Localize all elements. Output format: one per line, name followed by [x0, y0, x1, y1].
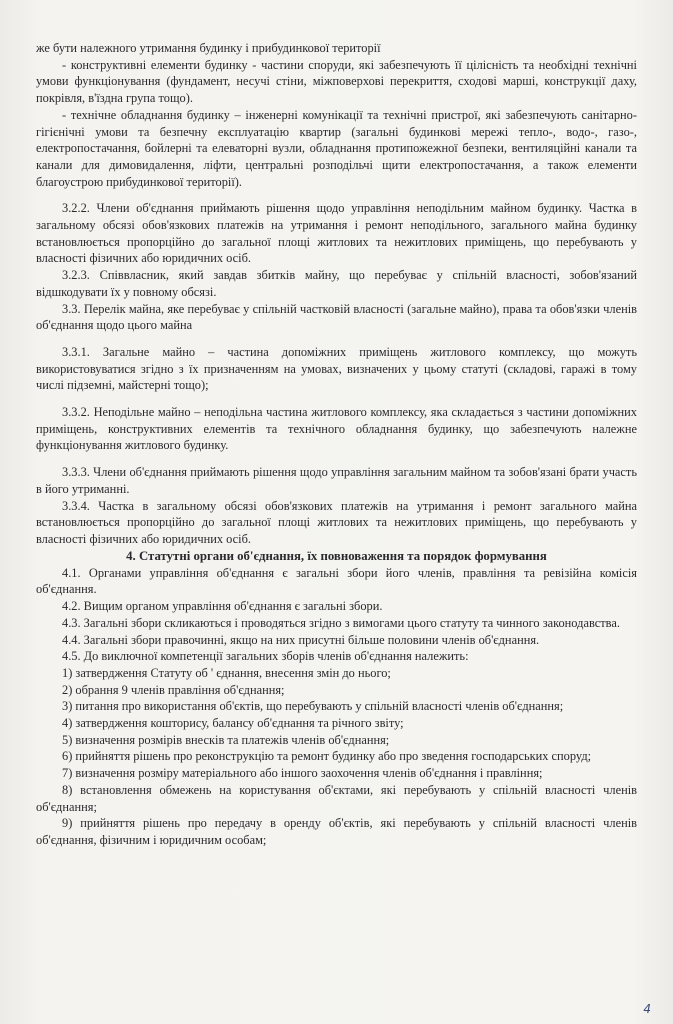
paragraph-technical-equipment: - технічне обладнання будинку – інженерні комунікації та технічні пристрої, які забезпечують санітарно-гігієнічні умови та безпечну експлуатацію квартир (загальні будинкові мережі тепло-, водо-, газо-, електропостачання, бойлерні та елеваторні вузли, обладнання протипожежної безпеки, вентиляційні канали та канали для димовидалення, ліфти, центральні розподільчі щити електропостачання, а також елементи благоустрою прибудинкової території).: [36, 107, 637, 189]
list-item: 5) визначення розмірів внесків та платежів членів об'єднання;: [62, 732, 390, 747]
paragraph-3-2-2: 3.2.2. Члени об'єднання приймають рішення щодо управління неподільним майном будинку. Частка в загальному обсязі обов'язкових платежів на утримання і ремонт неподільного, загального майна будинку встановлюється пропорційно до загальної площі житлових та нежитлових приміщень, що перебувають у власності фізичних або юридичних осіб.: [36, 201, 637, 266]
paragraph-3-2-3: 3.2.3. Співвласник, який завдав збитків майну, що перебуває у спільній власності, зобов'язаний відшкодувати їх у повному обсязі.: [36, 268, 637, 299]
paragraph-3-3-2: 3.3.2. Неподільне майно – неподільна частина житлового комплексу, яка складається з частини допоміжних приміщень, конструктивних елементів та технічного обладнання будинку, що забезпечують належне функціонування житлового будинку.: [36, 405, 637, 453]
list-item: 2) обрання 9 членів правління об'єднання;: [62, 682, 285, 697]
list-item: 9) прийняття рішень про передачу в оренду об'єктів, які перебувають у спільній власності членів об'єднання, фізичним і юридичним особам;: [36, 816, 637, 847]
list-item: 3) питання про використання об'єктів, що перебувають у спільній власності членів об'єднання;: [62, 699, 564, 714]
paragraph-3-3-1: 3.3.1. Загальне майно – частина допоміжних приміщень житлового комплексу, що можуть використовуватися згідно з їх призначенням на умовах, визначених у цьому статуті (складові, гаражі в тому числі підземні, майстерні тощо);: [36, 344, 637, 393]
list-item: 1) затвердження Статуту об ' єднання, внесення змін до нього;: [62, 665, 391, 680]
section-heading: 4. Статутні органи об'єднання, їх повноваження та порядок формування: [126, 548, 547, 563]
paragraph-4-5: 4.5. До виключної компетенції загальних зборів членів об'єднання належить:: [62, 649, 469, 664]
paragraph-4-3: 4.3. Загальні збори скликаються і проводяться згідно з вимогами цього статуту та чинного законодавства.: [62, 615, 620, 630]
page-number: 4: [643, 1002, 651, 1016]
list-item: 6) прийняття рішень про реконструкцію та ремонт будинку або про зведення господарських споруд;: [62, 749, 592, 764]
paragraph-4-2: 4.2. Вищим органом управління об'єднання є загальні збори.: [62, 599, 383, 614]
list-item: 8) встановлення обмежень на користування об'єктами, які перебувають у спільній власності членів об'єднання;: [36, 782, 637, 814]
paragraph-4-4: 4.4. Загальні збори правочинні, якщо на них присутні більше половини членів об'єднання.: [62, 632, 540, 647]
list-item: 7) визначення розміру матеріального або іншого заохочення членів об'єднання і правління;: [62, 766, 543, 781]
paragraph-structural-elements: - конструктивні елементи будинку - частини споруди, які забезпечують її цілісність та необхідні технічні умови функціонування (фундамент, несучі стіни, міжповерхові перекриття, сходові марші, конструкції даху, покрівля, в'їздна група тощо).: [36, 57, 637, 106]
list-item: 4) затвердження кошторису, балансу об'єднання та річного звіту;: [62, 716, 404, 731]
paragraph-3-3-3: 3.3.3. Члени об'єднання приймають рішення щодо управління загальним майном та зобов'язані брати участь в його утриманні.: [36, 465, 637, 496]
paragraph-3-3-4: 3.3.4. Частка в загальному обсязі обов'язкових платежів на утримання і ремонт загального майна встановлюється пропорційно до загальної площі житлових та нежитлових приміщень, що перебувають у власності фізичних або юридичних осіб.: [36, 498, 637, 546]
paragraph-3-3: 3.3. Перелік майна, яке перебуває у спільній частковій власності (загальне майно), права та обов'язки членів об'єднання щодо цього майна: [36, 301, 637, 333]
paragraph-4-1: 4.1. Органами управління об'єднання є загальні збори його членів, правління та ревізійна комісія об'єднання.: [36, 565, 637, 597]
paragraph-continuation: же бути належного утримання будинку і прибудинкової території: [36, 41, 381, 55]
